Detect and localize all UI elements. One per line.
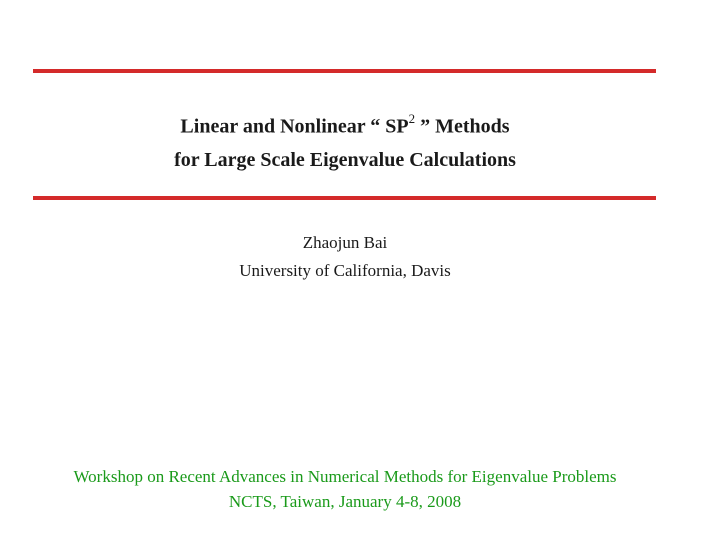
author-affiliation: University of California, Davis <box>239 261 451 280</box>
author-block <box>0 229 690 285</box>
title-line-1 <box>0 104 690 144</box>
title-superscript: 2 <box>408 111 416 126</box>
title-line-1-prefix: Linear and Nonlinear “ SP <box>180 115 409 138</box>
workshop-name: Workshop on Recent Advances in Numerical Methods for Eigenvalue Problems <box>73 467 617 486</box>
workshop-footer <box>0 464 690 514</box>
title-line-1-suffix: ” Methods <box>415 115 510 138</box>
title-line-2: for Large Scale Eigenvalue Calculations <box>174 148 516 171</box>
author-name: Zhaojun Bai <box>302 233 388 252</box>
top-red-rule <box>33 69 656 73</box>
bottom-red-rule <box>33 196 656 200</box>
slide-title <box>0 104 690 177</box>
workshop-venue-date: NCTS, Taiwan, January 4-8, 2008 <box>228 492 462 511</box>
